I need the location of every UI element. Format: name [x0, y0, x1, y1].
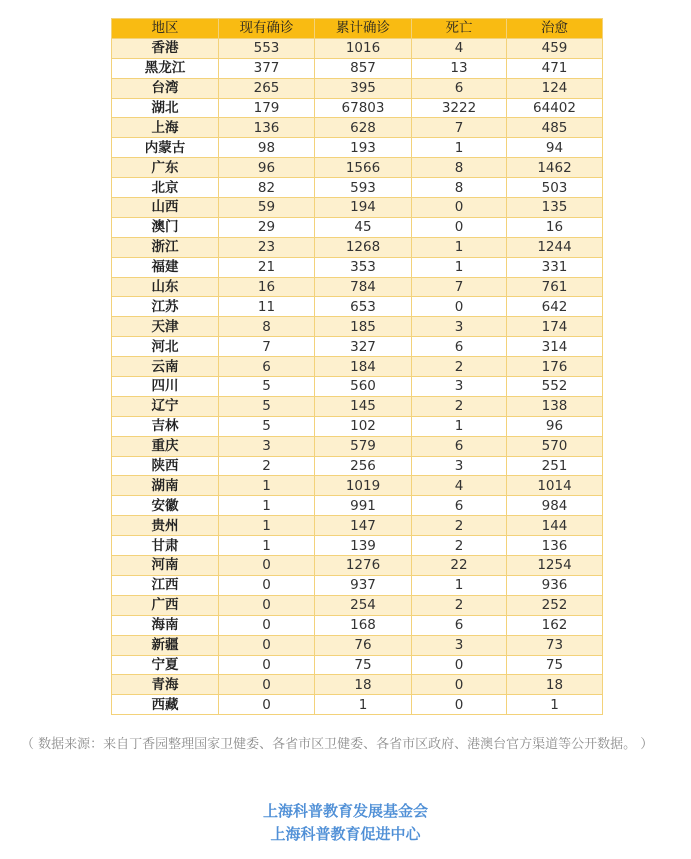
cell-recovered: 485: [507, 118, 603, 138]
cell-deaths: 6: [412, 436, 507, 456]
cell-region: 天津: [112, 317, 219, 337]
org-name-center: 上海科普教育促进中心: [270, 825, 421, 843]
cell-region: 河南: [112, 556, 219, 576]
cell-deaths: 0: [412, 198, 507, 218]
cell-recovered: 1462: [507, 158, 603, 178]
cell-deaths: 0: [412, 675, 507, 695]
cell-total-confirmed: 168: [315, 615, 412, 635]
cell-total-confirmed: 75: [315, 655, 412, 675]
cell-region: 台湾: [112, 78, 219, 98]
table-row: [112, 615, 603, 635]
cell-region: 新疆: [112, 635, 219, 655]
cell-region: 湖北: [112, 98, 219, 118]
cell-current-confirmed: 179: [219, 98, 315, 118]
cell-recovered: 174: [507, 317, 603, 337]
cell-current-confirmed: 0: [219, 635, 315, 655]
cell-region: 宁夏: [112, 655, 219, 675]
cell-current-confirmed: 5: [219, 396, 315, 416]
cell-total-confirmed: 102: [315, 416, 412, 436]
org-name-foundation: 上海科普教育发展基金会: [262, 802, 428, 820]
table-row: [112, 496, 603, 516]
cell-total-confirmed: 194: [315, 198, 412, 218]
cell-deaths: 0: [412, 297, 507, 317]
cell-deaths: 4: [412, 38, 507, 58]
cell-deaths: 7: [412, 277, 507, 297]
table-row: [112, 377, 603, 397]
cell-total-confirmed: 579: [315, 436, 412, 456]
cell-deaths: 1: [412, 138, 507, 158]
cell-region: 西藏: [112, 695, 219, 715]
table-row: [112, 357, 603, 377]
cell-recovered: 552: [507, 377, 603, 397]
table-row: [112, 476, 603, 496]
cell-total-confirmed: 45: [315, 217, 412, 237]
cell-total-confirmed: 628: [315, 118, 412, 138]
cell-deaths: 0: [412, 695, 507, 715]
table-row: [112, 436, 603, 456]
cell-total-confirmed: 857: [315, 58, 412, 78]
cell-region: 湖南: [112, 476, 219, 496]
cell-region: 广西: [112, 595, 219, 615]
cell-recovered: 936: [507, 575, 603, 595]
cell-region: 甘肃: [112, 536, 219, 556]
cell-current-confirmed: 7: [219, 337, 315, 357]
cell-region: 青海: [112, 675, 219, 695]
cell-region: 四川: [112, 377, 219, 397]
cell-deaths: 13: [412, 58, 507, 78]
table-row: [112, 675, 603, 695]
cell-current-confirmed: 0: [219, 575, 315, 595]
cell-total-confirmed: 1: [315, 695, 412, 715]
cell-deaths: 2: [412, 536, 507, 556]
column-header-region: 地区: [112, 19, 219, 39]
cell-total-confirmed: 256: [315, 456, 412, 476]
cell-region: 贵州: [112, 516, 219, 536]
cell-current-confirmed: 0: [219, 595, 315, 615]
cell-current-confirmed: 265: [219, 78, 315, 98]
table-body: [112, 38, 603, 714]
cell-deaths: 1: [412, 575, 507, 595]
cell-region: 北京: [112, 178, 219, 198]
cell-deaths: 2: [412, 516, 507, 536]
cell-deaths: 1: [412, 416, 507, 436]
cell-recovered: 162: [507, 615, 603, 635]
table-row: [112, 595, 603, 615]
cell-current-confirmed: 1: [219, 536, 315, 556]
cell-recovered: 18: [507, 675, 603, 695]
cell-current-confirmed: 0: [219, 675, 315, 695]
cell-total-confirmed: 1268: [315, 237, 412, 257]
cell-region: 山西: [112, 198, 219, 218]
cell-current-confirmed: 136: [219, 118, 315, 138]
cell-recovered: 75: [507, 655, 603, 675]
header-row: [112, 19, 603, 39]
cell-region: 上海: [112, 118, 219, 138]
cell-recovered: 314: [507, 337, 603, 357]
table-row: [112, 277, 603, 297]
cell-deaths: 3: [412, 456, 507, 476]
table-row: [112, 556, 603, 576]
table-row: [112, 138, 603, 158]
cell-total-confirmed: 1019: [315, 476, 412, 496]
cell-total-confirmed: 395: [315, 78, 412, 98]
cell-recovered: 138: [507, 396, 603, 416]
cell-total-confirmed: 193: [315, 138, 412, 158]
cell-current-confirmed: 98: [219, 138, 315, 158]
cell-recovered: 984: [507, 496, 603, 516]
cell-deaths: 1: [412, 237, 507, 257]
data-source-note: （ 数据来源：来自丁香园整理国家卫健委、各省市区卫健委、各省市区政府、港澳台官方渠道等公开数据。 ）: [21, 737, 654, 752]
table-row: [112, 78, 603, 98]
cell-region: 辽宁: [112, 396, 219, 416]
cell-total-confirmed: 653: [315, 297, 412, 317]
cell-deaths: 3222: [412, 98, 507, 118]
cell-region: 河北: [112, 337, 219, 357]
cell-total-confirmed: 1566: [315, 158, 412, 178]
cell-recovered: 252: [507, 595, 603, 615]
cell-current-confirmed: 82: [219, 178, 315, 198]
cell-region: 广东: [112, 158, 219, 178]
cell-deaths: 6: [412, 496, 507, 516]
cell-current-confirmed: 59: [219, 198, 315, 218]
cell-total-confirmed: 937: [315, 575, 412, 595]
table-row: [112, 198, 603, 218]
cell-current-confirmed: 5: [219, 377, 315, 397]
cell-total-confirmed: 145: [315, 396, 412, 416]
table-row: [112, 257, 603, 277]
cell-region: 吉林: [112, 416, 219, 436]
cell-deaths: 4: [412, 476, 507, 496]
cell-recovered: 124: [507, 78, 603, 98]
cell-total-confirmed: 67803: [315, 98, 412, 118]
cell-deaths: 6: [412, 337, 507, 357]
cell-total-confirmed: 254: [315, 595, 412, 615]
cell-current-confirmed: 2: [219, 456, 315, 476]
table-row: [112, 118, 603, 138]
cell-current-confirmed: 1: [219, 476, 315, 496]
table-row: [112, 396, 603, 416]
cell-total-confirmed: 991: [315, 496, 412, 516]
cell-total-confirmed: 139: [315, 536, 412, 556]
cell-region: 内蒙古: [112, 138, 219, 158]
cell-total-confirmed: 593: [315, 178, 412, 198]
table-row: [112, 695, 603, 715]
table-header: [112, 19, 603, 39]
cell-current-confirmed: 1: [219, 516, 315, 536]
cell-current-confirmed: 0: [219, 655, 315, 675]
table-row: [112, 635, 603, 655]
cell-recovered: 459: [507, 38, 603, 58]
table-row: [112, 178, 603, 198]
cell-total-confirmed: 784: [315, 277, 412, 297]
cell-total-confirmed: 327: [315, 337, 412, 357]
cell-region: 澳门: [112, 217, 219, 237]
cell-region: 江苏: [112, 297, 219, 317]
cell-current-confirmed: 8: [219, 317, 315, 337]
cell-deaths: 3: [412, 377, 507, 397]
table-row: [112, 217, 603, 237]
table-row: [112, 317, 603, 337]
cell-deaths: 0: [412, 655, 507, 675]
cell-region: 浙江: [112, 237, 219, 257]
cell-total-confirmed: 18: [315, 675, 412, 695]
cell-deaths: 6: [412, 78, 507, 98]
cell-deaths: 1: [412, 257, 507, 277]
cell-region: 重庆: [112, 436, 219, 456]
cell-deaths: 6: [412, 615, 507, 635]
cell-recovered: 1244: [507, 237, 603, 257]
table-row: [112, 416, 603, 436]
cell-recovered: 1014: [507, 476, 603, 496]
cell-recovered: 73: [507, 635, 603, 655]
cell-deaths: 0: [412, 217, 507, 237]
cell-deaths: 3: [412, 635, 507, 655]
cell-total-confirmed: 1016: [315, 38, 412, 58]
cell-region: 山东: [112, 277, 219, 297]
table-row: [112, 655, 603, 675]
cell-region: 陕西: [112, 456, 219, 476]
cell-current-confirmed: 3: [219, 436, 315, 456]
column-header-current-confirmed: 现有确诊: [219, 19, 315, 39]
cell-total-confirmed: 1276: [315, 556, 412, 576]
cell-region: 香港: [112, 38, 219, 58]
table-row: [112, 38, 603, 58]
cell-recovered: 642: [507, 297, 603, 317]
epidemic-data-table: [111, 18, 603, 715]
cell-deaths: 8: [412, 178, 507, 198]
cell-current-confirmed: 1: [219, 496, 315, 516]
cell-current-confirmed: 21: [219, 257, 315, 277]
cell-current-confirmed: 96: [219, 158, 315, 178]
cell-deaths: 2: [412, 357, 507, 377]
cell-current-confirmed: 16: [219, 277, 315, 297]
cell-total-confirmed: 353: [315, 257, 412, 277]
cell-recovered: 135: [507, 198, 603, 218]
cell-recovered: 64402: [507, 98, 603, 118]
cell-current-confirmed: 23: [219, 237, 315, 257]
table-row: [112, 516, 603, 536]
cell-recovered: 176: [507, 357, 603, 377]
cell-current-confirmed: 6: [219, 357, 315, 377]
cell-total-confirmed: 560: [315, 377, 412, 397]
table-row: [112, 237, 603, 257]
cell-current-confirmed: 553: [219, 38, 315, 58]
cell-total-confirmed: 185: [315, 317, 412, 337]
cell-recovered: 136: [507, 536, 603, 556]
cell-deaths: 3: [412, 317, 507, 337]
cell-recovered: 1254: [507, 556, 603, 576]
cell-current-confirmed: 29: [219, 217, 315, 237]
cell-recovered: 16: [507, 217, 603, 237]
cell-region: 海南: [112, 615, 219, 635]
cell-deaths: 2: [412, 595, 507, 615]
cell-current-confirmed: 0: [219, 615, 315, 635]
cell-deaths: 8: [412, 158, 507, 178]
cell-current-confirmed: 0: [219, 556, 315, 576]
cell-recovered: 503: [507, 178, 603, 198]
cell-total-confirmed: 184: [315, 357, 412, 377]
cell-region: 云南: [112, 357, 219, 377]
cell-region: 江西: [112, 575, 219, 595]
column-header-deaths: 死亡: [412, 19, 507, 39]
cell-region: 福建: [112, 257, 219, 277]
cell-recovered: 94: [507, 138, 603, 158]
table-row: [112, 337, 603, 357]
cell-recovered: 761: [507, 277, 603, 297]
cell-deaths: 7: [412, 118, 507, 138]
cell-recovered: 1: [507, 695, 603, 715]
column-header-total-confirmed: 累计确诊: [315, 19, 412, 39]
cell-recovered: 96: [507, 416, 603, 436]
table-row: [112, 58, 603, 78]
table-row: [112, 297, 603, 317]
cell-region: 黑龙江: [112, 58, 219, 78]
cell-total-confirmed: 147: [315, 516, 412, 536]
table-row: [112, 536, 603, 556]
cell-deaths: 2: [412, 396, 507, 416]
cell-recovered: 251: [507, 456, 603, 476]
cell-current-confirmed: 0: [219, 695, 315, 715]
table-row: [112, 158, 603, 178]
cell-region: 安徽: [112, 496, 219, 516]
cell-recovered: 570: [507, 436, 603, 456]
cell-current-confirmed: 11: [219, 297, 315, 317]
table-row: [112, 456, 603, 476]
cell-current-confirmed: 5: [219, 416, 315, 436]
cell-recovered: 471: [507, 58, 603, 78]
column-header-recovered: 治愈: [507, 19, 603, 39]
cell-recovered: 331: [507, 257, 603, 277]
table-row: [112, 575, 603, 595]
cell-recovered: 144: [507, 516, 603, 536]
cell-total-confirmed: 76: [315, 635, 412, 655]
table-row: [112, 98, 603, 118]
cell-current-confirmed: 377: [219, 58, 315, 78]
cell-deaths: 22: [412, 556, 507, 576]
